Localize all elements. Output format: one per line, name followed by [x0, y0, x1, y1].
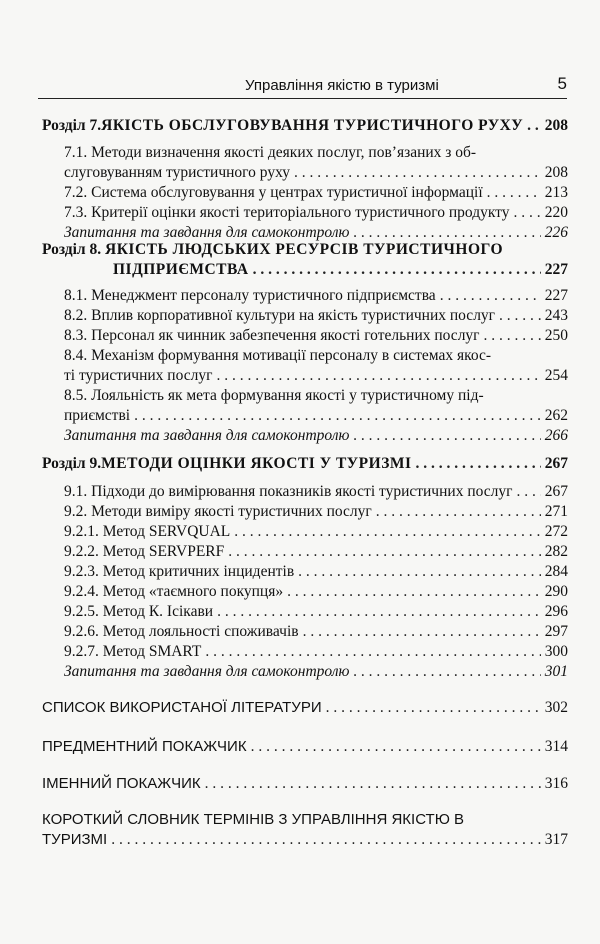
page-ref: 220 [544, 204, 568, 221]
toc-glossary-line1[interactable]: КОРОТКИЙ СЛОВНИК ТЕРМІНІВ З УПРАВЛІННЯ ЯКІСТЮ В [42, 811, 465, 828]
dot-leader [487, 183, 541, 203]
dot-leader [353, 662, 540, 682]
page-ref: 267 [544, 455, 568, 472]
toc-questions-9[interactable]: Запитання та завдання для самоконтролю . . . 301 [64, 662, 568, 682]
running-header [38, 74, 567, 99]
dot-leader [440, 286, 541, 306]
chapter-title: ЯКІСТЬ ОБСЛУГОВУВАННЯ ТУРИСТИЧНОГО РУХУ [101, 117, 524, 134]
toc-bibliography[interactable]: СПИСОК ВИКОРИСТАНОЇ ЛІТЕРАТУРИ . . . 302 [42, 698, 568, 718]
toc-section-8-2[interactable]: 8.2. Вплив корпоративної культури на якість туристичних послуг . . . 243 [64, 306, 568, 326]
toc-section-8-4[interactable]: ті туристичних послуг . . . 254 [64, 366, 568, 386]
toc-section-9-2[interactable]: 9.2. Методи виміру якості туристичних послуг . . . 271 [64, 502, 568, 522]
chapter-title: МЕТОДИ ОЦІНКИ ЯКОСТІ У ТУРИЗМІ [101, 455, 412, 472]
dot-leader [205, 774, 541, 794]
page-ref: 227 [544, 261, 568, 278]
dot-leader [298, 562, 541, 582]
toc-glossary[interactable]: ТУРИЗМІ . . . 317 [42, 830, 568, 850]
toc-section-9-2-4[interactable]: 9.2.4. Метод «таємного покупця» . . . 290 [64, 582, 568, 602]
page-ref: 267 [544, 483, 568, 500]
dot-leader [205, 642, 540, 662]
toc-section-9-2-7[interactable]: 9.2.7. Метод SMART . . . 300 [64, 642, 568, 662]
toc-questions-7[interactable]: Запитання та завдання для самоконтролю . . . 226 [64, 223, 568, 243]
dot-leader [111, 830, 541, 850]
toc-subject-index[interactable]: ПРЕДМЕНТНИЙ ПОКАЖЧИК . . . 314 [42, 737, 568, 757]
chapter-prefix: Розділ 8. [42, 241, 105, 258]
dot-leader [376, 502, 541, 522]
toc-section-8-3[interactable]: 8.3. Персонал як чинник забезпечення якості готельних послуг . . . 250 [64, 326, 568, 346]
page-ref: 301 [544, 663, 568, 680]
page-ref: 290 [544, 583, 568, 600]
page-ref: 243 [544, 307, 568, 324]
dot-leader [251, 737, 541, 757]
toc-section-9-2-5[interactable]: 9.2.5. Метод К. Ісікави . . . 296 [64, 602, 568, 622]
toc-section-9-2-2[interactable]: 9.2.2. Метод SERVPERF . . . 282 [64, 542, 568, 562]
toc-section-8-4-line1[interactable]: 8.4. Механізм формування мотивації персоналу в системах якос- [64, 347, 492, 364]
dot-leader [499, 306, 541, 326]
dot-leader [416, 454, 541, 474]
dot-leader [303, 622, 541, 642]
running-header-title: Управління якістю в туризмі [245, 77, 439, 94]
dot-leader [353, 426, 540, 446]
toc-section-7-3[interactable]: 7.3. Критерії оцінки якості територіального туристичного продукту . . . 220 [64, 203, 568, 223]
page-ref: 302 [544, 699, 568, 716]
page-ref: 271 [544, 503, 568, 520]
page-ref: 227 [544, 287, 568, 304]
toc-section-9-2-3[interactable]: 9.2.3. Метод критичних інцидентів . . . 284 [64, 562, 568, 582]
page-ref: 266 [544, 427, 568, 444]
dot-leader [287, 582, 541, 602]
dot-leader [326, 698, 541, 718]
toc-section-8-5-line1[interactable]: 8.5. Лояльність як мета формування якості у туристичному під- [64, 387, 484, 404]
page-ref: 316 [544, 775, 568, 792]
page-ref: 208 [544, 164, 568, 181]
toc-section-9-1[interactable]: 9.1. Підходи до вимірювання показників якості туристичних послуг . . . 267 [64, 482, 568, 502]
page-ref: 213 [544, 184, 568, 201]
page-ref: 226 [544, 224, 568, 241]
toc-chapter-8-line1[interactable] [42, 240, 503, 260]
dot-leader [134, 406, 541, 426]
dot-leader [234, 522, 540, 542]
page-number: 5 [557, 74, 567, 93]
toc-chapter-8[interactable]: ПІДПРИЄМСТВА . . . 227 [113, 260, 568, 280]
dot-leader [484, 326, 541, 346]
dot-leader [228, 542, 540, 562]
chapter-title: ЯКІСТЬ ЛЮДСЬКИХ РЕСУРСІВ ТУРИСТИЧНОГО [105, 241, 504, 258]
toc-section-7-1-line1[interactable]: 7.1. Методи визначення якості деяких послуг, пов’язаних з об- [64, 144, 477, 161]
page-ref: 282 [544, 543, 568, 560]
toc-section-8-5[interactable]: приємстві . . . 262 [64, 406, 568, 426]
dot-leader [514, 203, 541, 223]
dot-leader [253, 260, 541, 280]
dot-leader [516, 482, 540, 502]
page-ref: 250 [544, 327, 568, 344]
dot-leader [294, 163, 541, 183]
page-ref: 314 [544, 738, 568, 755]
page-ref: 284 [544, 563, 568, 580]
toc-chapter-7[interactable] [42, 116, 568, 136]
page-ref: 254 [544, 367, 568, 384]
page-ref: 262 [544, 407, 568, 424]
page-ref: 296 [544, 603, 568, 620]
dot-leader [527, 116, 541, 136]
toc-section-9-2-6[interactable]: 9.2.6. Метод лояльності споживачів . . . 297 [64, 622, 568, 642]
dot-leader [217, 602, 541, 622]
page-ref: 300 [544, 643, 568, 660]
toc-section-7-2[interactable]: 7.2. Система обслуговування у центрах туристичної інформації . . . 213 [64, 183, 568, 203]
toc-section-8-1[interactable]: 8.1. Менеджмент персоналу туристичного підприємства . . . 227 [64, 286, 568, 306]
dot-leader [216, 366, 540, 386]
page-ref: 317 [544, 831, 568, 848]
chapter-prefix: Розділ 7. [42, 117, 102, 134]
chapter-prefix: Розділ 9. [42, 455, 102, 472]
toc-questions-8[interactable]: Запитання та завдання для самоконтролю . . . 266 [64, 426, 568, 446]
toc-section-7-1[interactable]: слуговуванням туристичного руху . . . 208 [64, 163, 568, 183]
page-ref: 272 [544, 523, 568, 540]
toc-section-9-2-1[interactable]: 9.2.1. Метод SERVQUAL . . . 272 [64, 522, 568, 542]
toc-chapter-9[interactable] [42, 454, 568, 474]
page-ref: 297 [544, 623, 568, 640]
page-ref: 208 [544, 117, 568, 134]
toc-name-index[interactable]: ІМЕННИЙ ПОКАЖЧИК . . . 316 [42, 774, 568, 794]
